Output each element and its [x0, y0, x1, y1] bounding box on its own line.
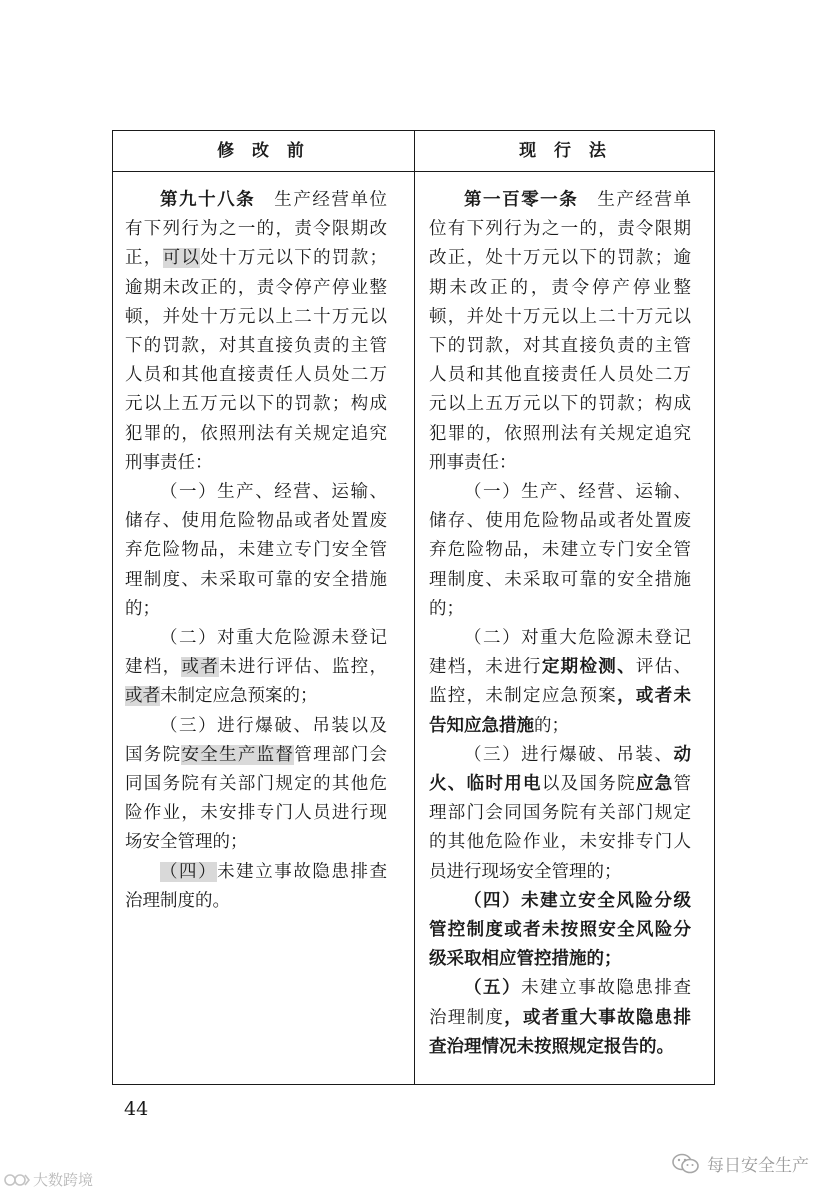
- left-column-text: [125, 186, 387, 916]
- right-p3-bold-1: 定期检测、: [541, 657, 636, 678]
- right-p4-bold-2: 应急: [635, 774, 674, 795]
- brand-logo-icon: [4, 1171, 30, 1189]
- right-p4-bold-1: 动火、临时用电: [429, 744, 691, 795]
- watermark-left-text: 大数跨境: [33, 1171, 94, 1189]
- page-number: 44: [124, 1098, 149, 1120]
- comparison-table: [112, 130, 715, 1085]
- right-p4-text-c: 以及国务院: [541, 774, 636, 795]
- right-p4-text-a: （三）进行爆破、吊装、: [464, 744, 674, 765]
- left-p3-text-b: 未进行评估、监控，: [219, 657, 388, 678]
- right-p3-text-d: 的；: [534, 715, 569, 736]
- left-p3-highlight-2: 或者: [125, 686, 160, 707]
- left-p3-text-c: 未制定应急预案的；: [160, 686, 318, 707]
- left-paragraph-4: [125, 712, 387, 858]
- right-p1-text: 生产经营单位有下列行为之一的，责令限期改正，处十万元以下的罚款；逾期未改正的，责令停产停业整顿，并处十万元以上二十万元以下的罚款，对其直接负责的主管人员和其他直接责任人员处二万元以上五万元以下的罚款；构成犯罪的，依照刑法有关规定追究刑事责任：: [429, 190, 692, 473]
- left-p1-text-a: 生产经营单位有下列行为之一的，责令限期改正，: [125, 190, 388, 269]
- wechat-icon: [671, 1152, 701, 1176]
- right-column-text: [429, 186, 691, 1062]
- watermark-left: [4, 1169, 93, 1190]
- left-p1-text-b: 处十万元以下的罚款；逾期未改正的，责令停产停业整顿，并处十万元以上二十万元以下的罚款，对其直接负责的主管人员和其他直接责任人员处二万元以上五万元以下的罚款；构成犯罪的，依照刑法有关规定追究刑事责任：: [125, 248, 388, 473]
- header-current-law: 现 行 法: [519, 141, 612, 161]
- right-p3-text-c: 评估、监控，未制定应急预案: [429, 657, 692, 707]
- left-p5-text: 未建立事故隐患排查治理制度的。: [125, 861, 388, 911]
- column-divider: [414, 131, 415, 1084]
- watermark-right-text: 每日安全生产: [707, 1156, 809, 1176]
- right-p6-bold-c: ，或者重大事故隐患排查治理情况未按照规定报告: [429, 1007, 692, 1057]
- left-p4-text-b: 管理部门会同国务院有关部门规定的其他危险作业，未安排专门人员进行现场安全管理的；: [125, 744, 388, 853]
- right-paragraph-1: [429, 186, 691, 478]
- watermark-right: [671, 1151, 809, 1176]
- left-article-number: 第九十八条: [160, 190, 256, 210]
- left-p3-highlight-1: 或者: [181, 657, 220, 678]
- right-p6-bold-d: 的。: [639, 1036, 674, 1057]
- right-paragraph-3: [429, 624, 691, 741]
- right-paragraph-4: [429, 741, 691, 887]
- right-paragraph-5: （四）未建立安全风险分级管控制度或者未按照安全风险分级采取相应管控措施的；: [429, 890, 691, 970]
- left-p1-highlight: 可以: [162, 248, 201, 269]
- right-article-number: 第一百零一条: [464, 190, 579, 210]
- left-p4-text-a: （三）进行爆破、吊装以及国务院: [125, 715, 387, 765]
- right-p6-text-b: 未建立事故隐患排查治理制度: [429, 978, 692, 1028]
- right-p6-bold-a: （五）: [464, 978, 522, 999]
- left-paragraph-2: （一）生产、经营、运输、储存、使用危险物品或者处置废弃危险物品，未建立专门安全管理制度、未采取可靠的安全措施的；: [125, 482, 387, 619]
- right-p4-text-d: 管理部门会同国务院有关部门规定的其他危险作业，未安排专门人员进行现场安全管理的；: [429, 774, 692, 882]
- right-p3-bold-2: ，或者未告知应急措施: [429, 686, 692, 736]
- right-paragraph-6: [429, 974, 691, 1062]
- right-p3-text-a: （二）对重大危险源未登记建档，未进行: [429, 628, 691, 678]
- left-paragraph-1: [125, 186, 387, 478]
- left-paragraph-3: [125, 624, 387, 712]
- header-before-revision: 修 改 前: [217, 141, 310, 161]
- left-p4-highlight: 安全生产监督: [181, 744, 295, 765]
- right-paragraph-2: （一）生产、经营、运输、储存、使用危险物品或者处置废弃危险物品，未建立专门安全管理制度、未采取可靠的安全措施的；: [429, 482, 691, 619]
- left-p3-text-a: （二）对重大危险源未登记建档，: [125, 628, 387, 678]
- left-p5-highlight: （四）: [160, 861, 218, 882]
- left-paragraph-5: [125, 858, 387, 916]
